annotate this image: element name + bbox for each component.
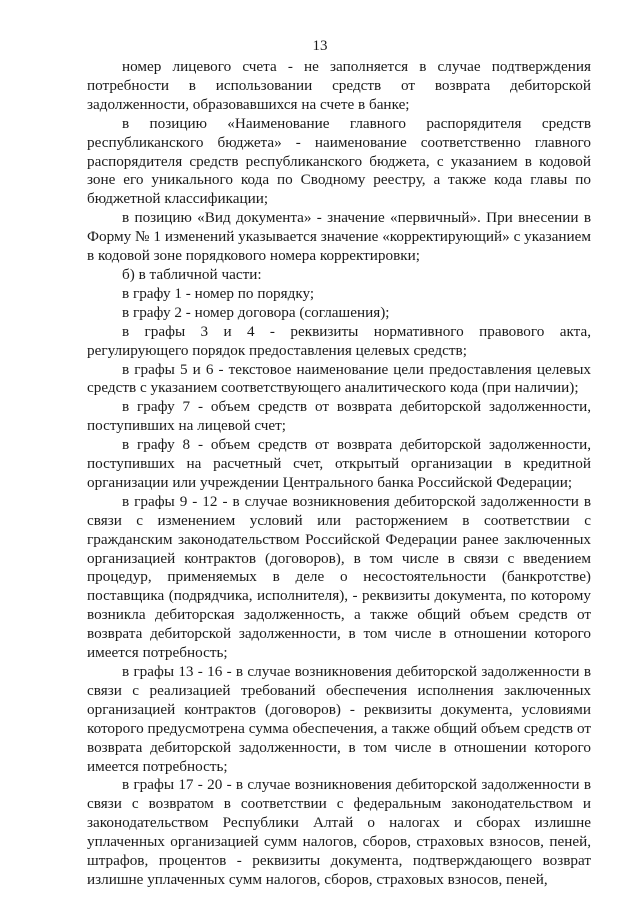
paragraph: в позицию «Вид документа» - значение «первичный». При внесении в Форму № 1 изменений указывается значение «корректирующий» с указанием в кодовой зоне порядкового номера корректировки; — [87, 209, 591, 265]
paragraph: в графу 7 - объем средств от возврата дебиторской задолженности, поступивших на лицевой счет; — [87, 398, 591, 435]
paragraph: в графу 2 - номер договора (соглашения); — [122, 303, 390, 321]
paragraph: в графы 17 - 20 - в случае возникновения дебиторской задолженности в связи с возвратом в соответствии с федеральным законодательством и законодательством Республики Алтай о налогах и сборах излишне уплаченных организацией сумм налогов, сборов, страховых взносов, пеней, штрафов, процентов - реквизиты документа, подтверждающего возврат излишне уплаченных сумм налогов, сборов, страховых взносов, пеней, — [87, 776, 591, 888]
paragraph: в графу 1 - номер по порядку; — [122, 284, 315, 302]
paragraph: номер лицевого счета - не заполняется в случае подтверждения потребности в использовании средств от возврата дебиторской задолженности, образовавшихся на счете в банке; — [87, 58, 591, 113]
paragraph: в графы 9 - 12 - в случае возникновения дебиторской задолженности в связи с изменением условий или расторжением в соответствии с гражданским законодательством Российской Федерации ранее заключенных организацией контрактов (договоров), в том числе в связи с введением процедур, применяемых в деле о несостоятельности (банкротстве) поставщика (подрядчика, исполнителя), - реквизиты документа, по которому возникла дебиторская задолженность, а также общий объем средств от возврата дебиторской задолженности, в том числе в отношении которого имеется потребность; — [87, 492, 591, 662]
page-number: 13 — [312, 38, 328, 54]
paragraph: в позицию «Наименование главного распорядителя средств республиканского бюджета» - наименование соответственно главного распорядителя средств республиканского бюджета, с указанием в кодовой зоне его уникального кода по Сводному реестру, а также кода главы по бюджетной классификации; — [87, 114, 591, 208]
paragraph: в графы 13 - 16 - в случае возникновения дебиторской задолженности в связи с реализацией требований обеспечения исполнения заключенных организацией контрактов (договоров) - реквизиты документа, условиями которого предусмотрена сумма обеспечения, а также общий объем средств от возврата дебиторской задолженности, в том числе в отношении которого имеется потребность; — [87, 663, 591, 775]
paragraph: б) в табличной части: — [122, 265, 262, 283]
paragraph: в графу 8 - объем средств от возврата дебиторской задолженности, поступивших на расчетный счет, открытый организации в кредитной организации или учреждении Центрального банка Российской Федерации; — [87, 436, 591, 491]
document-body — [87, 58, 591, 890]
paragraph: в графы 3 и 4 - реквизиты нормативного правового акта, регулирующего порядок предоставления целевых средств; — [87, 322, 591, 359]
paragraph: в графы 5 и 6 - текстовое наименование цели предоставления целевых средств с указанием соответствующего аналитического кода (при наличии); — [87, 360, 591, 397]
